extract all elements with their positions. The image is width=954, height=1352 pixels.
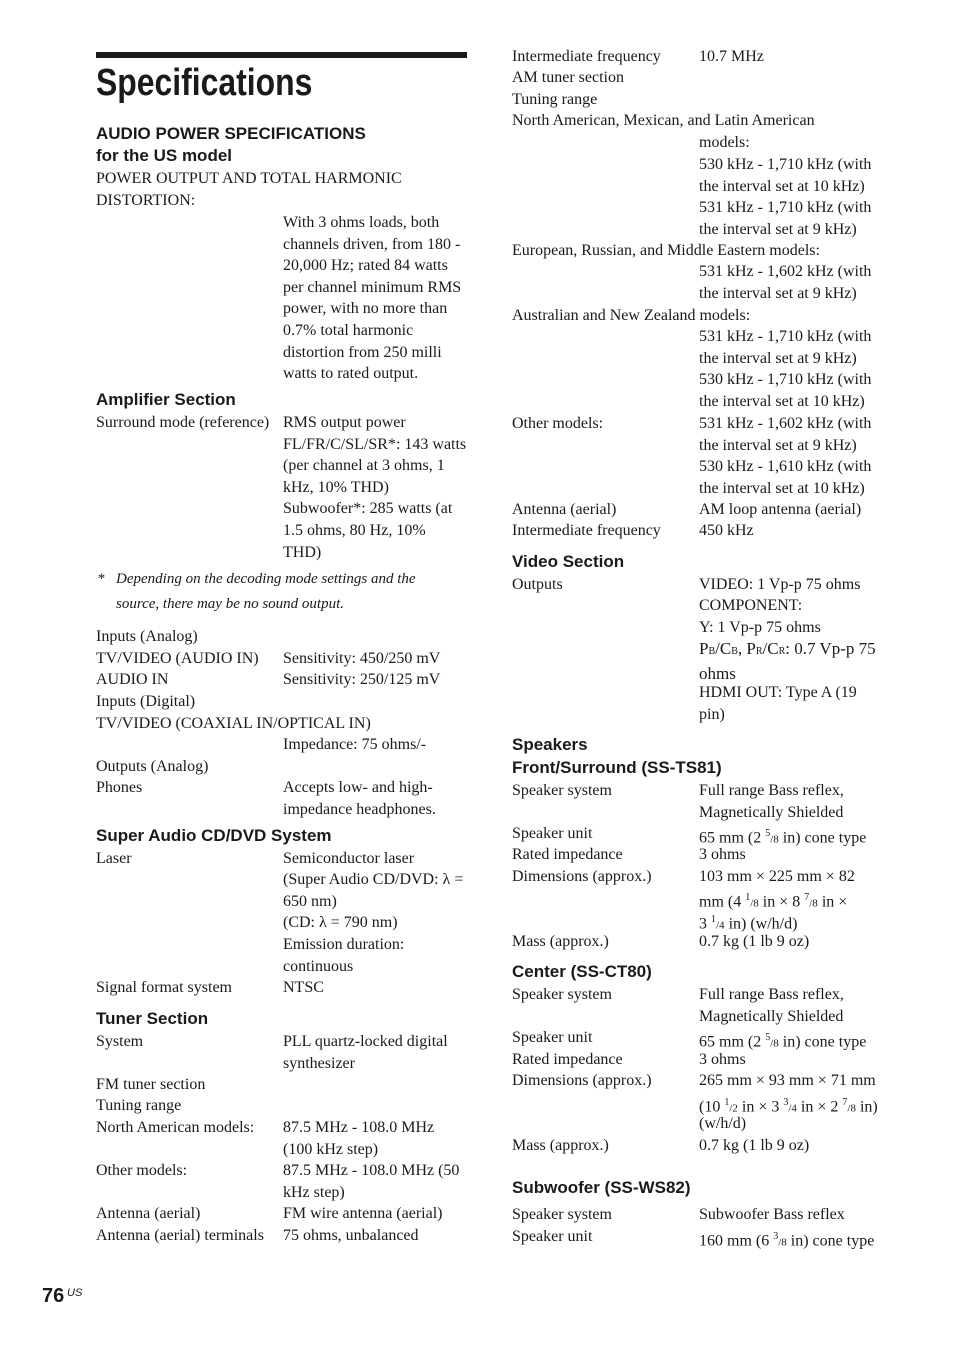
tv-video-value: Sensitivity: 450/250 mV <box>283 650 441 667</box>
title-rule <box>96 52 467 58</box>
am-if-value: 450 kHz <box>699 522 754 539</box>
dim-text: in × 2 <box>796 1098 843 1116</box>
dim-text: in) <box>855 1098 878 1116</box>
fraction-denominator: /8 <box>778 1236 787 1249</box>
dim-text: in × 8 <box>758 893 805 911</box>
front-mass-value: 0.7 kg (1 lb 9 oz) <box>699 933 810 950</box>
center-system-value: Full range Bass reflex, Magnetically Shielded <box>699 986 844 1025</box>
laser-cd-wavelength: (CD: λ = 790 nm) <box>283 914 398 931</box>
am-european-range: 531 kHz - 1,602 kHz (with the interval set at 9 kHz) <box>699 263 872 302</box>
front-dimensions-label: Dimensions (approx.) <box>512 868 652 885</box>
inputs-analog-label: Inputs (Analog) <box>96 628 198 645</box>
fm-antenna-label: Antenna (aerial) <box>96 1205 201 1222</box>
pb-letter: P <box>699 639 709 658</box>
laser-label: Laser <box>96 850 132 867</box>
subwoofer-heading: Subwoofer (SS-WS82) <box>512 1178 691 1197</box>
coaxial-value: Impedance: 75 ohms/- <box>283 736 427 753</box>
signal-format-value: NTSC <box>283 979 324 996</box>
center-impedance-label: Rated impedance <box>512 1051 623 1068</box>
center-dimensions-mm: 265 mm × 93 mm × 71 mm <box>699 1072 876 1089</box>
center-dimensions-label: Dimensions (approx.) <box>512 1072 652 1089</box>
fraction-numerator: 1 <box>711 914 716 925</box>
fraction-numerator: 5 <box>765 828 771 839</box>
fm-north-american-label: North American models: <box>96 1119 255 1136</box>
front-unit-text-end: in) cone type <box>778 829 867 847</box>
center-mass-label: Mass (approx.) <box>512 1137 609 1154</box>
laser-sacd-wavelength: (Super Audio CD/DVD: λ = 650 nm) <box>283 871 464 910</box>
center-dimensions-order: (w/h/d) <box>699 1115 747 1132</box>
power-output-label: POWER OUTPUT AND TOTAL HARMONIC <box>96 170 402 187</box>
inputs-digital-label: Inputs (Digital) <box>96 693 196 710</box>
system-value: PLL quartz-locked digital synthesizer <box>283 1033 448 1072</box>
am-north-american-models: models: <box>699 134 750 151</box>
fraction-numerator: 1 <box>745 892 751 903</box>
fm-if-label: Intermediate frequency <box>512 48 661 65</box>
center-unit-text-end: in) cone type <box>778 1033 867 1051</box>
tv-video-label: TV/VIDEO (AUDIO IN) <box>96 650 259 667</box>
fm-terminals-value: 75 ohms, unbalanced <box>283 1227 419 1244</box>
dim-text: mm (4 <box>699 893 746 911</box>
laser-value: Semiconductor laser <box>283 850 415 867</box>
am-other-range-10khz: 530 kHz - 1,610 kHz (with the interval set at 10 kHz) <box>699 458 872 497</box>
audio-in-label: AUDIO IN <box>96 671 169 688</box>
phones-value: Accepts low- and high-impedance headphones. <box>283 779 436 818</box>
center-impedance-value: 3 ohms <box>699 1051 746 1068</box>
surround-mode-value: RMS output power FL/FR/C/SL/SR*: 143 watts (per channel at 3 ohms, 1 kHz, 10% THD) Subwoofer*: 285 watts (at 1.5 ohms, 80 Hz, 10% THD) <box>283 414 467 561</box>
fraction-numerator: 3 <box>783 1097 789 1108</box>
cb-letter: /C <box>715 639 732 658</box>
sacd-heading: Super Audio CD/DVD System <box>96 826 332 845</box>
am-antenna-value: AM loop antenna (aerial) <box>699 501 862 518</box>
front-unit-label: Speaker unit <box>512 825 593 842</box>
fraction-denominator: /4 <box>716 919 725 932</box>
am-tuning-range-label: Tuning range <box>512 91 598 108</box>
audio-in-value: Sensitivity: 250/125 mV <box>283 671 441 688</box>
dim-text: in) (w/h/d) <box>724 915 798 933</box>
cb-subscript: B <box>731 646 738 657</box>
dim-text: (10 <box>699 1098 725 1116</box>
am-au-range-9khz: 531 kHz - 1,710 kHz (with the interval set at 9 kHz) <box>699 328 872 367</box>
am-au-range-10khz: 530 kHz - 1,710 kHz (with the interval set at 10 kHz) <box>699 371 872 410</box>
us-model-subheading: for the US model <box>96 146 233 165</box>
video-composite-value: VIDEO: 1 Vp-p 75 ohms <box>699 576 861 593</box>
am-tuner-label: AM tuner section <box>512 69 624 86</box>
front-surround-heading: Front/Surround (SS-TS81) <box>512 758 722 777</box>
fraction-numerator: 7 <box>804 892 810 903</box>
pr-subscript: R <box>755 646 763 657</box>
front-dimensions-mm: 103 mm × 225 mm × 82 <box>699 868 855 885</box>
fm-tuner-label: FM tuner section <box>96 1076 206 1093</box>
video-pbpr-value <box>699 638 883 684</box>
am-australian-label: Australian and New Zealand models: <box>512 307 751 324</box>
fm-antenna-value: FM wire antenna (aerial) <box>283 1205 443 1222</box>
center-unit-text: 65 mm (2 <box>699 1033 766 1051</box>
am-if-label: Intermediate frequency <box>512 522 661 539</box>
power-output-value: With 3 ohms loads, both channels driven, from 180 - 20,000 Hz; rated 84 watts per channel minimum RMS power, with no more than 0.7% total harmonic distortion from 250 milli watts to rated output. <box>283 214 462 383</box>
signal-format-label: Signal format system <box>96 979 232 996</box>
fm-if-value: 10.7 MHz <box>699 48 764 65</box>
video-y-value: Y: 1 Vp-p 75 ohms <box>699 619 821 636</box>
footnote-marker: * <box>97 571 105 587</box>
fm-other-models-label: Other models: <box>96 1162 188 1179</box>
dim-text: in × <box>817 893 848 911</box>
sub-unit-text: 160 mm (6 <box>699 1232 774 1250</box>
front-unit-text: 65 mm (2 <box>699 829 766 847</box>
surround-mode-label: Surround mode (reference) <box>96 414 270 431</box>
sub-unit-value <box>699 1226 874 1254</box>
speakers-heading: Speakers <box>512 735 588 754</box>
emission-duration: Emission duration: continuous <box>283 936 405 975</box>
fraction-denominator: /8 <box>809 897 818 910</box>
am-na-range-9khz: 531 kHz - 1,710 kHz (with the interval set at 9 kHz) <box>699 199 872 238</box>
fm-other-models-value: 87.5 MHz - 108.0 MHz (50 kHz step) <box>283 1162 460 1201</box>
center-heading: Center (SS-CT80) <box>512 962 652 981</box>
system-label: System <box>96 1033 144 1050</box>
front-mass-label: Mass (approx.) <box>512 933 609 950</box>
front-impedance-value: 3 ohms <box>699 846 746 863</box>
am-na-range-10khz: 530 kHz - 1,710 kHz (with the interval set at 10 kHz) <box>699 156 872 195</box>
hdmi-out-value: HDMI OUT: Type A (19 pin) <box>699 684 857 723</box>
center-unit-label: Speaker unit <box>512 1029 593 1046</box>
fraction-numerator: 1 <box>724 1097 730 1108</box>
cr-letter: /C <box>762 639 779 658</box>
am-other-range-9khz: 531 kHz - 1,602 kHz (with the interval set at 9 kHz) <box>699 415 872 454</box>
power-output-label-cont: DISTORTION: <box>96 192 196 209</box>
video-heading: Video Section <box>512 552 625 571</box>
coaxial-label: TV/VIDEO (COAXIAL IN/OPTICAL IN) <box>96 715 371 732</box>
video-outputs-label: Outputs <box>512 576 563 593</box>
dim-text: 3 <box>699 915 711 933</box>
sub-unit-text-end: in) cone type <box>786 1232 875 1250</box>
page-number: 76 <box>42 1285 65 1307</box>
page-title: Specifications <box>96 62 313 104</box>
sub-unit-label: Speaker unit <box>512 1228 593 1245</box>
phones-label: Phones <box>96 779 143 796</box>
pb-subscript: B <box>708 646 716 657</box>
cr-subscript: R <box>778 646 786 657</box>
fm-terminals-label: Antenna (aerial) terminals <box>96 1227 264 1244</box>
front-system-value: Full range Bass reflex, Magnetically Shielded <box>699 782 844 821</box>
center-mass-value: 0.7 kg (1 lb 9 oz) <box>699 1137 810 1154</box>
fraction-denominator: /4 <box>788 1102 797 1115</box>
tuner-heading: Tuner Section <box>96 1009 209 1028</box>
sub-system-value: Subwoofer Bass reflex <box>699 1206 845 1223</box>
fraction-denominator: /2 <box>729 1102 738 1115</box>
page-number-suffix: US <box>67 1287 83 1299</box>
fraction-denominator: /8 <box>770 1037 779 1050</box>
am-european-label: European, Russian, and Middle Eastern models: <box>512 242 820 259</box>
video-component-label: COMPONENT: <box>699 597 803 614</box>
sub-system-label: Speaker system <box>512 1206 612 1223</box>
dim-text: in × 3 <box>737 1098 784 1116</box>
fraction-denominator: /8 <box>770 833 779 846</box>
front-impedance-label: Rated impedance <box>512 846 623 863</box>
fm-north-american-value: 87.5 MHz - 108.0 MHz (100 kHz step) <box>283 1119 435 1158</box>
pr-letter: , P <box>737 639 756 658</box>
am-other-models-label: Other models: <box>512 415 604 432</box>
am-antenna-label: Antenna (aerial) <box>512 501 617 518</box>
center-system-label: Speaker system <box>512 986 612 1003</box>
audio-power-heading: AUDIO POWER SPECIFICATIONS <box>96 124 366 143</box>
fm-tuning-range-label: Tuning range <box>96 1097 182 1114</box>
amplifier-heading: Amplifier Section <box>96 390 236 409</box>
fraction-denominator: /8 <box>847 1102 856 1115</box>
pbpr-spec: : 0.7 Vp-p 75 ohms <box>699 639 876 683</box>
am-north-american-label: North American, Mexican, and Latin American <box>512 112 815 129</box>
front-system-label: Speaker system <box>512 782 612 799</box>
outputs-analog-label: Outputs (Analog) <box>96 758 209 775</box>
fraction-numerator: 3 <box>773 1231 779 1242</box>
footnote-text: Depending on the decoding mode settings and the source, there may be no sound output. <box>116 571 416 612</box>
fraction-denominator: /8 <box>750 897 759 910</box>
fraction-numerator: 5 <box>765 1032 771 1043</box>
fraction-numerator: 7 <box>842 1097 848 1108</box>
